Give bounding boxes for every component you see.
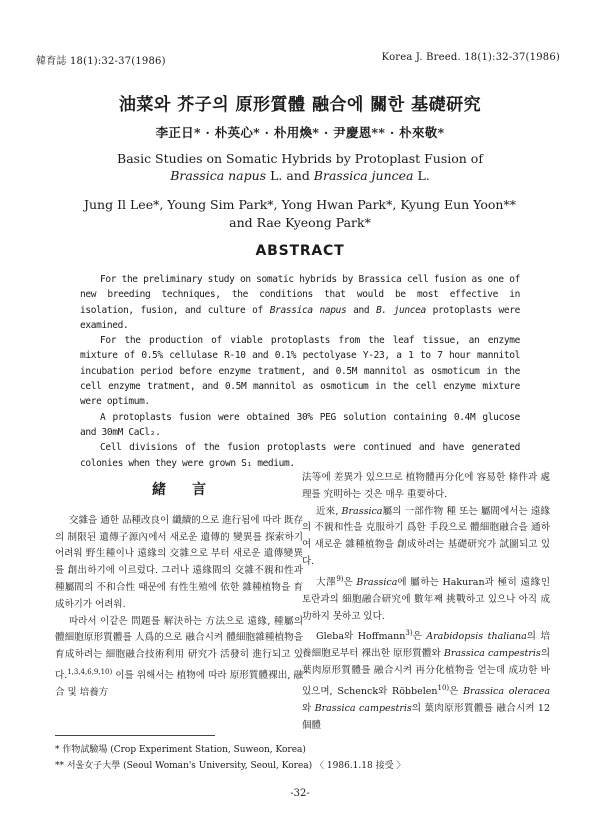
body-text: 의 葉肉原形質體를 融合시켜 再分化植物을 얻는데 成功한 바 있으며, Schenck와 Röbbelen [302, 648, 550, 698]
abstract-body [80, 272, 520, 471]
body-text: 은 [343, 576, 357, 588]
footnote-affiliation-2: ** 서울女子大學 (Seoul Woman's University, Seoul, Korea) 〈 1986.1.18 接受 〉 [55, 761, 406, 771]
reference-marks: 1,3,4,6,9,10) [67, 667, 113, 676]
authors-korean: 李正日* · 朴英心* · 朴用煥* · 尹慶恩** · 朴來敬* [155, 125, 445, 140]
species-name: Brassica [356, 576, 398, 588]
authors-english-line2: and Rae Kyeong Park* [229, 215, 371, 230]
abstract-p1-mid: and [346, 304, 377, 316]
abstract-species: Brassica napus [269, 304, 347, 316]
body-text: Gleba와 Hoffmann [316, 631, 406, 643]
footnote-divider [55, 735, 215, 736]
title-end: L. [413, 168, 430, 183]
species-name: Brassica campestris [443, 648, 541, 660]
reference-mark: 10) [437, 683, 450, 692]
species-napus: Brassica napus [170, 168, 267, 183]
reference-mark: 3) [405, 629, 413, 638]
journal-citation-english: Korea J. Breed. 18(1):32-37(1986) [381, 52, 560, 63]
species-name: Brassica oleracea [463, 686, 551, 698]
body-text: 近來, [316, 505, 342, 517]
species-name: Brassica campestris [314, 702, 412, 714]
body-text: 大澤 [316, 576, 337, 588]
abstract-p1-text: For the preliminary study on somatic hybrids by Brassica cell fusion as one of new breeding techniques, the conditions that would be most effective in isolation, fusion, and culture of [80, 274, 520, 316]
title-english-line1: Basic Studies on Somatic Hybrids by Protoplast Fusion of [117, 151, 483, 166]
right-column [302, 470, 550, 734]
body-paragraph [302, 571, 550, 626]
authors-english-line1: Jung Il Lee*, Young Sim Park*, Yong Hwan Park*, Kyung Eun Yoon** [84, 197, 516, 212]
title-mid: L. and [266, 168, 314, 183]
abstract-paragraph: For the production of viable protoplasts from the leaf tissue, an enzyme mixture of 0.5% cellulase R-10 and 0.1% pectolyase Y-23, a 1 to 7 hour mannitol incubation period before enzyme tratment, and 0.5M mannitol as osmoticum in the cell enzyme tratment, and 0.5M mannitol as osmoticum in the cell enzyme mixture were optimum. [80, 335, 520, 408]
authors-english [0, 196, 600, 232]
footnotes [55, 742, 405, 774]
reference-mark: 9) [336, 574, 344, 583]
body-paragraph [55, 614, 303, 702]
body-text: 은 [412, 631, 427, 643]
section-heading-introduction: 緒言 [152, 482, 232, 498]
abstract-p1-end: protoplasts were examined. [80, 304, 520, 331]
page-number: -32- [290, 788, 310, 799]
footnote-affiliation-1: * 作物試驗場 (Crop Experiment Station, Suweon, Korea) [55, 745, 306, 755]
body-paragraph: 交雜을 通한 品種改良이 纖續的으로 進行됨에 따라 既存의 制限된 遺傳子源內에서 새로운 遺傳的 變異를 探索하기 어려워 野生種이나 遠緣의 交雜으로 부터 새로운 遺傳變異를 創出하기에 이르렀다. 그러나 遠緣間의 交雜不親和性과 種屬間의 不和合性 때문에 有性生殖에 依한 雜種植物을 育成하기가 어려워. [55, 514, 303, 610]
body-paragraph [302, 504, 550, 571]
abstract-species: B. juncea [376, 304, 426, 316]
title-korean: 油菜와 芥子의 原形質體 融合에 關한 基礎研究 [118, 95, 482, 115]
abstract-heading: ABSTRACT [255, 243, 345, 259]
species-name: Brassica [341, 505, 383, 517]
title-english-line2 [0, 167, 600, 184]
body-text: 의 培養細胞로부터 裸出한 原形質體와 [302, 631, 551, 660]
title-english [0, 150, 600, 184]
journal-citation-korean: 韓育誌 18(1):32-37(1986) [36, 56, 166, 67]
body-text: 따라서 이같은 問題를 解決하는 方法으로 遠緣, 種屬의 體細胞原形質體를 人爲的으로 融合시켜 體細胞雜種植物을 育成하려는 細胞融合技術利用 研究가 活發히 進行되고 있다. [55, 615, 303, 682]
left-column [55, 470, 303, 702]
abstract-paragraph: A protoplasts fusion were obtained 30% PEG solution containing 0.4M glucose and 30mM CaCl₂. [80, 411, 520, 438]
body-text: 이를 위해서는 植物에 따라 原形質體裸出, 融合 및 培養方 [55, 670, 303, 698]
species-name: Arabidopsis thaliana [426, 631, 527, 643]
body-text: 屬의 一部作物 種 또는 屬間에서는 遠緣의 不親和性을 克服하기 爲한 手段으로 體細胞融合을 通하여 새로운 雜種植物을 創成하려는 基礎研究가 試圖되고 있다. [302, 505, 550, 567]
species-juncea: Brassica juncea [313, 168, 414, 183]
body-text: 은 [449, 686, 464, 698]
abstract-paragraph [80, 272, 520, 333]
body-paragraph [302, 625, 550, 734]
body-text: 와 [302, 702, 315, 714]
abstract-paragraph: Cell divisions of the fusion protoplasts were continued and have generated colonies when they were grown S₁ medium. [80, 442, 520, 469]
body-text: 의 葉肉原形質體를 融合시켜 12個體 [302, 702, 550, 731]
body-paragraph: 法等에 差異가 있으므로 植物體再分化에 容易한 條件과 處理를 究明하는 것은 매우 重要하다. [302, 472, 550, 500]
body-text: 에 屬하는 Hakuran과 極히 遠緣인 토란과의 細胞融合研究에 數年째 挑戰하고 있으나 아직 成功하지 못하고 있다. [302, 576, 550, 622]
